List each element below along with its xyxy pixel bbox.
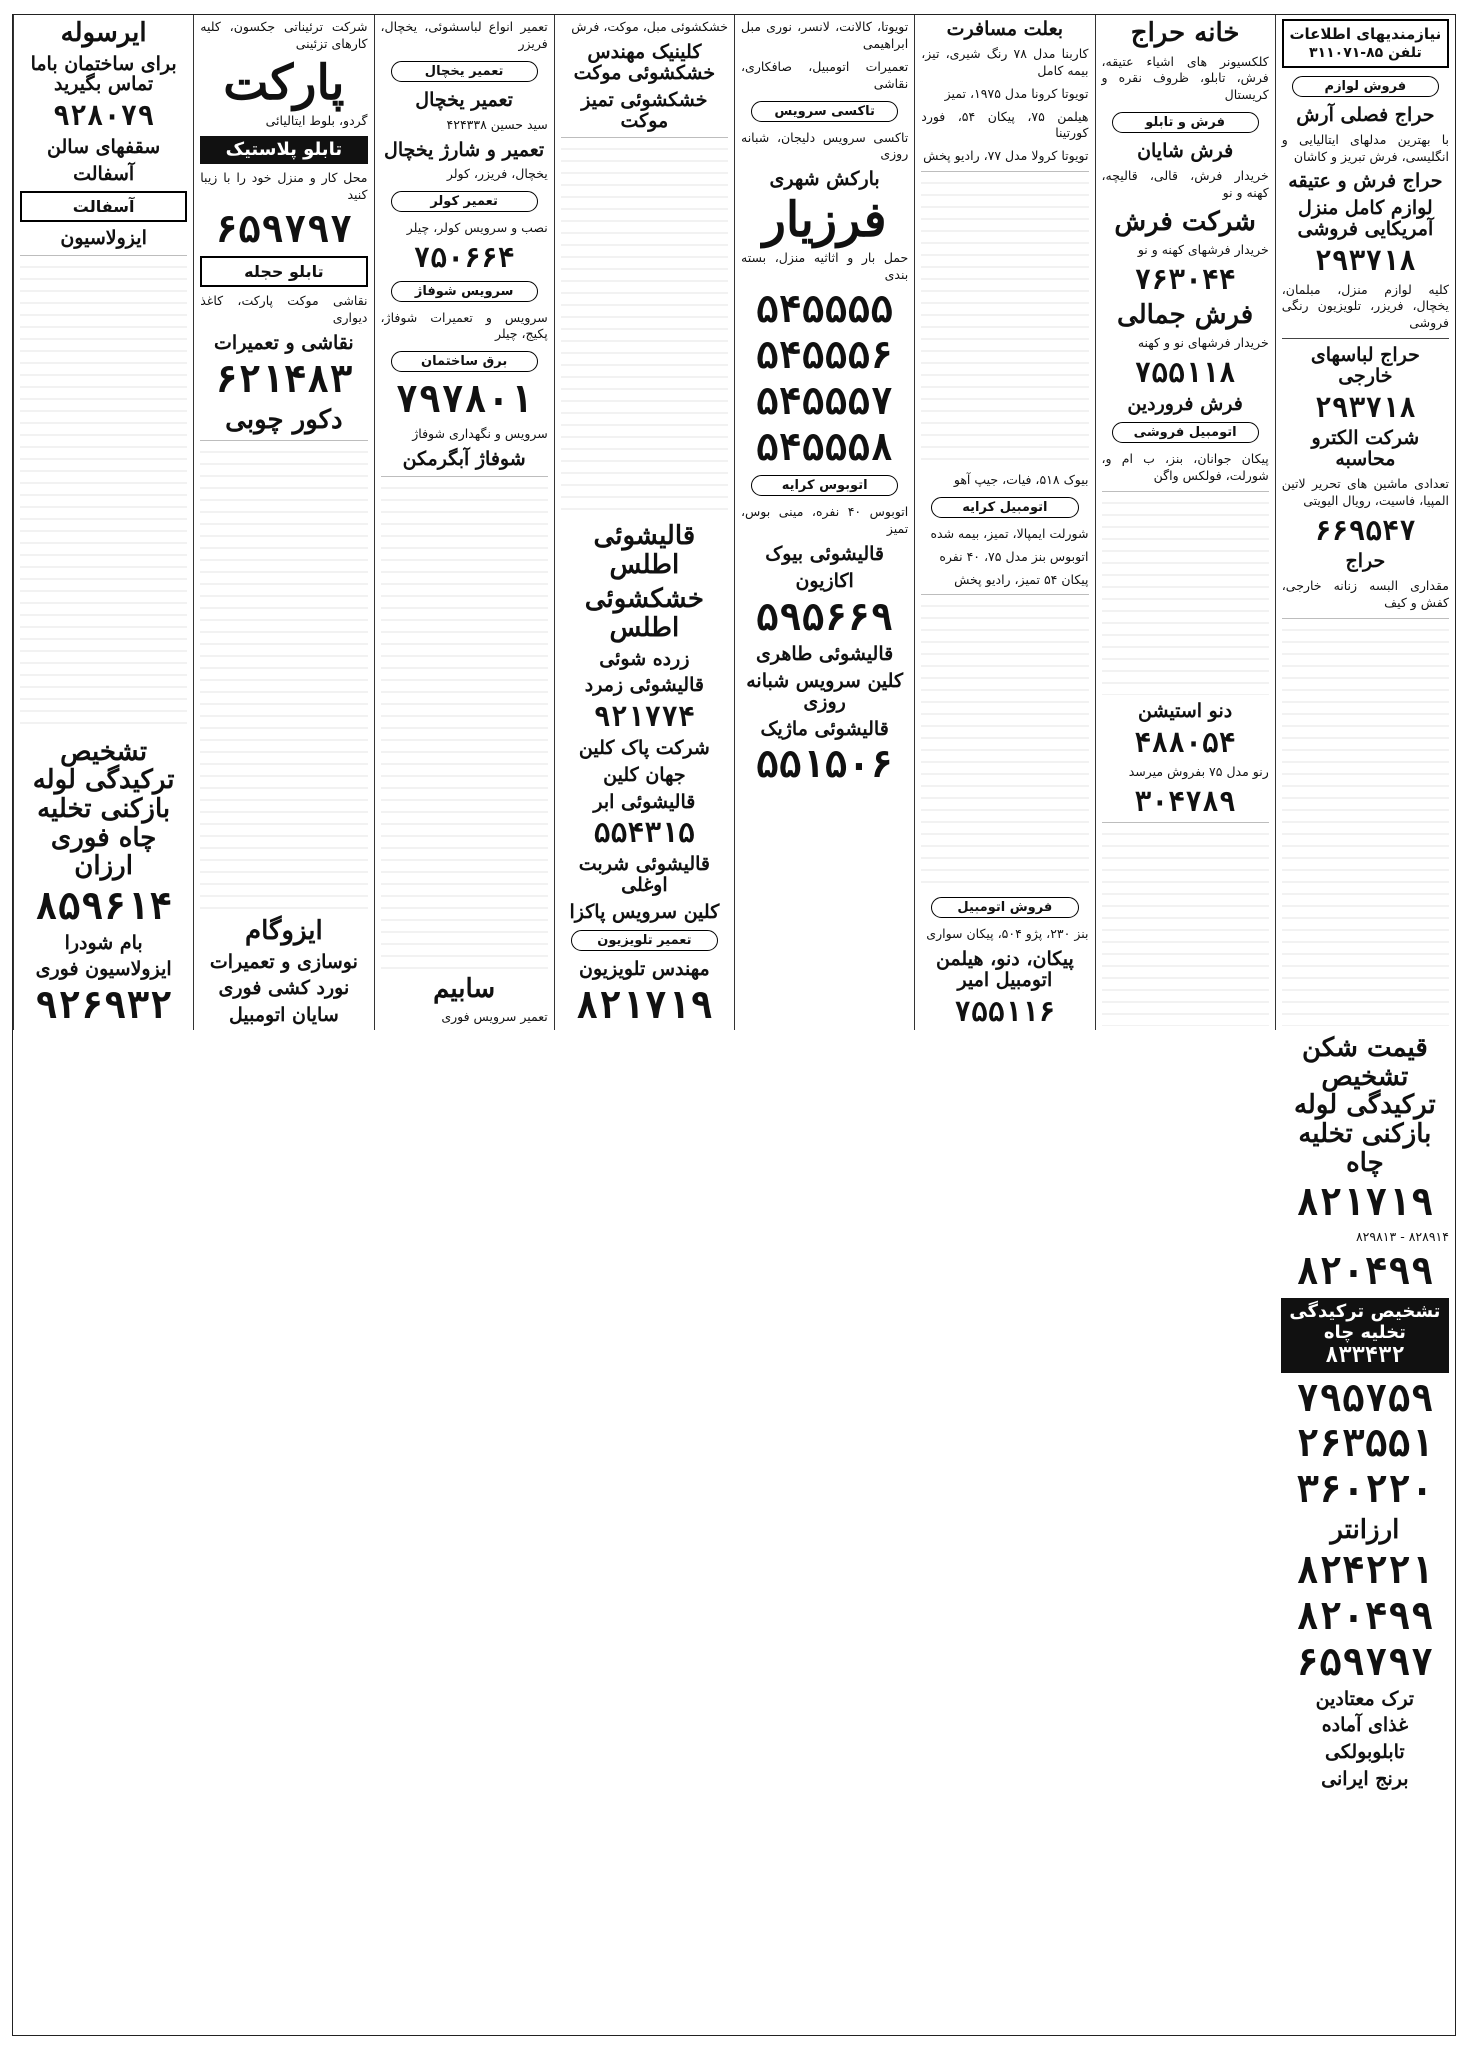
ad-title: قیمت شکن تشخیص ترکیدگی لوله بازکنی تخلیه چاه [1293, 1033, 1436, 1178]
masthead [1282, 19, 1449, 68]
small-ads-block [921, 594, 1088, 889]
ad-title: نوسازی و تعمیرات [209, 950, 358, 973]
ad-text: کاربنا مدل ۷۸ رنگ شیری، تیز، بیمه کامل [921, 45, 1089, 78]
ad-title: قالیشوئی زمرد [584, 674, 704, 697]
ad-text: با بهترین مدلهای ایتالیایی و انگلیسی، فرش تبریز و کاشان [1281, 131, 1449, 164]
ad-text: مقداری البسه زنانه خارجی، کفش و کیف [1281, 578, 1449, 610]
ad-title: حراج فرش و عتیقه [1288, 170, 1443, 193]
ad-text: محل کار و منزل خود را با زیبا کنید [200, 170, 368, 203]
ad-title: تعمیر و شارژ یخچال [384, 138, 545, 161]
ad-title: تشخیص ترکیدگی لوله بازکنی تخلیه چاه فوری ارزان [32, 736, 175, 882]
ad-text: رنو مدل ۷۵ بفروش میرسد [1128, 763, 1269, 779]
phone-number: ۳۰۴۷۸۹ [1134, 784, 1236, 818]
ad-title: تعمیر یخچال [415, 88, 513, 111]
phone-number: ۵۵۱۵۰۶ [755, 742, 894, 787]
small-ads-block [381, 476, 548, 969]
ad-text: هیلمن ۷۵، پیکان ۵۴، فورد کورتینا [921, 108, 1089, 141]
ad-title: اکازیون [795, 570, 854, 593]
category-label: فرش و تابلو [1112, 112, 1259, 133]
category-label: تعمیر تلویزیون [571, 930, 718, 951]
category-label: سرویس شوفاژ [391, 281, 538, 302]
small-ads-block [20, 255, 187, 732]
ad-text: کلیه لوازم منزل، مبلمان، یخچال، فریزر، تلویزیون رنگی فروشی [1281, 281, 1449, 331]
phone-number: ۶۵۹۷۹۷ [1296, 1639, 1434, 1684]
ad-text: شورلت ایمپالا، تمیز، بیمه شده [930, 525, 1089, 541]
ad-banner: آسفالت [20, 191, 187, 222]
ad-title: حراج فصلی آرش [1296, 103, 1435, 126]
column-3 [914, 15, 1094, 1030]
ad-title: جهان کلین [603, 763, 686, 786]
ad-text: شرکت ترئیناتی جکسون، کلیه کارهای تزئینی [200, 19, 368, 51]
ad-title: غذای آماده [1321, 1714, 1409, 1737]
phone-number: ۳۶۰۲۲۰ [1296, 1467, 1434, 1512]
phone-number: ۵۹۵۶۶۹ [755, 594, 894, 639]
ad-text: کلکسیونر های اشیاء عتیقه، فرش، تابلو، ظروف نقره و کریستال [1101, 53, 1269, 103]
phone-number: ۷۹۵۷۵۹ [1296, 1375, 1434, 1420]
phone-number: ۹۲۱۷۷۴ [593, 700, 695, 734]
ad-title: ایزولاسیون [60, 226, 147, 249]
ad-title: قالیشوئی ابر [593, 790, 696, 813]
phone-number: ۶۶۹۵۴۷ [1314, 513, 1416, 547]
phone-number: ۵۵۴۳۱۵ [593, 816, 695, 850]
phone-number: ۸۲۱۷۱۹ [575, 983, 714, 1028]
ad-text: اتوبوس ۴۰ نفره، مینی بوس، تمیز [741, 504, 909, 537]
category-label: فروش لوازم [1292, 76, 1439, 97]
ad-title: ایزولاسیون فوری [35, 958, 172, 981]
category-label: برق ساختمان [391, 351, 538, 372]
ad-title: شرکت الکترو محاسبه [1311, 427, 1420, 471]
masthead-phone: تلفن ۸۵-۳۱۱۰۷۱ [1309, 45, 1422, 61]
category-label: تعمیر کولر [391, 191, 538, 212]
small-ads-block [1282, 618, 1449, 1026]
ad-title: قالیشوئی طاهری [756, 642, 894, 665]
ad-text: تاکسی سرویس دلیجان، شبانه روزی [741, 129, 909, 162]
ad-title: فرزیار [762, 192, 887, 249]
ad-title: سایان اتومبیل [228, 1004, 339, 1027]
ad-title: پیکان، دنو، هیلمن اتومبیل امیر [935, 948, 1074, 991]
phone-number: ۷۵۰۶۶۴ [413, 241, 515, 275]
column-1 [1275, 15, 1455, 1030]
column-6 [374, 15, 554, 1030]
phone-number: ۷۵۵۱۱۶ [954, 994, 1056, 1028]
phone-number: ۵۴۵۵۵۸ [755, 424, 894, 469]
ad-banner [1281, 1298, 1449, 1373]
ad-text: تویوتا کرولا مدل ۷۷، رادیو پخش [923, 148, 1089, 164]
ad-title: شرکت فرش [1114, 206, 1256, 237]
ad-title: بام شودرا [64, 931, 143, 954]
ad-title: کلین سرویس پاکزا [569, 900, 720, 923]
ad-text: بنز ۲۳۰، پژو ۵۰۴، پیکان سواری [926, 926, 1089, 942]
ad-title: ایزوگام [244, 916, 323, 946]
phone-number: ۷۹۷۸۰۱ [395, 377, 533, 422]
ad-text: تویوتا، کالانت، لانسر، نوری مبل ابراهیمی [741, 19, 909, 51]
small-ads-block [200, 440, 367, 911]
phone-number: ۲۶۳۵۵۱ [1296, 1421, 1434, 1466]
ad-title: ترک معتادین [1315, 1687, 1415, 1710]
column-7 [193, 15, 373, 1030]
classified-ads-page [12, 14, 1456, 2036]
phone-number: ۵۴۵۵۵۷ [755, 378, 894, 423]
ad-text: تعمیر سرویس فوری [441, 1009, 548, 1025]
phone-number: ۷۵۵۱۱۸ [1134, 356, 1236, 390]
column-5 [554, 15, 734, 1030]
phone-number: ۴۸۸۰۵۴ [1134, 726, 1236, 760]
ad-title: آسفالت [73, 162, 135, 185]
ad-text: بیوک ۵۱۸، فیات، جیپ آهو [953, 471, 1089, 487]
ad-text: ۸۲۸۹۱۴ - ۸۲۹۸۱۳ [1355, 1229, 1449, 1245]
ad-text: تعمیرات اتومبیل، صافکاری، نقاشی [741, 58, 909, 91]
ad-title: مهندس تلویزیون [579, 958, 710, 981]
banner-number: ۸۳۳۴۳۲ [1325, 1343, 1405, 1369]
phone-number: ۸۲۰۴۹۹ [1296, 1593, 1434, 1638]
ad-text: خریدار فرشهای نو و کهنه [1137, 335, 1269, 351]
ad-title: قالیشوئی اطلس [593, 521, 696, 580]
ad-title: نقاشی و تعمیرات [214, 331, 354, 354]
ad-title: شرکت پاک کلین [578, 736, 710, 759]
phone-number: ۵۴۵۵۵۵ [755, 286, 894, 331]
phone-number: ۲۹۳۷۱۸ [1314, 390, 1416, 424]
column-4 [734, 15, 914, 1030]
ad-text: خریدار فرش، قالی، قالیچه، کهنه و نو [1101, 168, 1269, 200]
small-ads-block [1102, 822, 1269, 1026]
ad-title: برای ساختمان باما تماس بگیرید [30, 52, 177, 96]
ad-title: قالیشوئی ماژیک [760, 717, 889, 740]
phone-number: ۸۲۱۷۱۹ [1296, 1180, 1434, 1225]
ad-banner: تابلو پلاستیک [200, 136, 367, 165]
banner-text: تشخیص ترکیدگی تخلیه چاه [1289, 1300, 1441, 1343]
ad-title: خشکشوئی تمیز موکت [581, 88, 708, 132]
ad-title: قالیشوئی بیوک [765, 543, 884, 566]
small-ads-block [921, 171, 1088, 466]
phone-number: ۶۵۹۷۹۷ [215, 207, 353, 252]
column-2 [1095, 15, 1275, 1030]
category-label: تاکسی سرویس [751, 101, 898, 122]
ad-text: یخچال، فریزر، کولر [446, 166, 548, 182]
ad-text: سرویس و نگهداری شوفاژ [412, 426, 548, 442]
category-label: فروش اتومبیل [931, 897, 1078, 918]
ad-title: دکور چوبی [225, 404, 343, 435]
ad-title: تابلوبولکی [1325, 1741, 1405, 1764]
phone-number: ۹۲۶۹۳۲ [34, 983, 173, 1028]
phone-number: ۵۴۵۵۵۶ [755, 332, 894, 377]
ad-text: تویوتا کرونا مدل ۱۹۷۵، تمیز [944, 85, 1089, 101]
ad-title: بعلت مسافرت [946, 18, 1064, 40]
ad-title: خشکشوئی اطلس [584, 584, 704, 643]
ad-title: لوازم کامل منزل آمریکایی فروشی [1297, 197, 1434, 241]
ad-title: حراج لباسهای خارجی [1310, 344, 1420, 388]
ad-title: کلین سرویس شبانه روزی [746, 669, 904, 713]
masthead-title: نیازمندیهای اطلاعات [1289, 25, 1442, 43]
column-8 [13, 15, 193, 1030]
category-label: تعمیر یخچال [391, 61, 538, 82]
ad-title: فرش فروردین [1127, 392, 1243, 415]
ad-text: نصب و سرویس کولر، چیلر [406, 220, 548, 236]
phone-number: ۶۲۱۴۸۳ [215, 356, 353, 401]
category-label: اتومبیل فروشی [1112, 422, 1259, 443]
ad-title: دنو استیشن [1137, 700, 1233, 723]
ad-title: پارکت [223, 54, 345, 111]
ad-text: تعدادی ماشین های تحریر لاتین المپیا، فاسیت، رویال الیویتی [1281, 476, 1449, 508]
phone-number: ۸۲۴۲۲۱ [1296, 1547, 1434, 1592]
ad-text: حمل بار و اثاثیه منزل، بسته بندی [741, 250, 909, 283]
ad-title: سابیم [433, 973, 496, 1004]
ad-title: سقفهای سالن [47, 135, 161, 158]
ad-text: نقاشی موکت پارکت، کاغذ دیواری [200, 293, 368, 326]
ad-banner: تابلو حجله [200, 256, 367, 287]
ad-title: ارزانتر [1330, 1515, 1400, 1546]
ad-title: برنج ایرانی [1321, 1768, 1409, 1791]
category-label: اتوبوس کرایه [751, 475, 898, 496]
ad-title: فرش جمالی [1117, 299, 1254, 330]
phone-number: ۹۲۸۰۷۹ [53, 99, 155, 133]
ad-title: نورد کشی فوری [218, 977, 350, 1000]
ad-text: خریدار فرشهای کهنه و نو [1137, 242, 1269, 258]
ad-text: اتوبوس بنز مدل ۷۵، ۴۰ نفره [939, 548, 1089, 564]
ad-title: فرش شایان [1137, 140, 1234, 163]
ad-title: خانه حراج [1130, 18, 1240, 48]
category-label: اتومبیل کرایه [931, 497, 1078, 518]
small-ads-block [1102, 491, 1269, 695]
phone-number: ۷۶۳۰۴۴ [1134, 263, 1236, 297]
ad-title: قالیشوئی شربت اوغلی [578, 852, 710, 896]
phone-number: ۲۹۳۷۱۸ [1314, 244, 1416, 278]
ad-text: گردو، بلوط ایتالیائی [265, 112, 368, 128]
ad-text: پیکان ۵۴ تمیز، رادیو پخش [954, 571, 1089, 587]
column-9 [1275, 1030, 1455, 2035]
ad-text: پیکان جوانان، بنز، ب ام و، شورلت، فولکس واگن [1101, 451, 1269, 484]
ad-title: شوفاژ آبگرمکن [402, 448, 526, 471]
ad-title: بارکش شهری [769, 168, 880, 191]
ad-text: تعمیر انواع لباسشوئی، یخچال، فریزر [380, 19, 548, 51]
small-ads-block [561, 137, 728, 516]
ad-title: حراج [1345, 550, 1386, 573]
phone-number: ۸۵۹۶۱۴ [34, 883, 173, 928]
ad-title: ایرسوله [60, 18, 147, 48]
ad-text: سرویس و تعمیرات شوفاژ، پکیج، چیلر [380, 309, 548, 342]
ad-title: کلینیک مهندس خشکشوئی موکت [573, 40, 716, 84]
ad-text: خشکشوئی مبل، موکت، فرش [571, 19, 728, 34]
ad-text: سید حسین ۴۲۴۳۳۸ [446, 116, 548, 132]
ad-title: زرده شوئی [599, 647, 690, 670]
divider [1282, 338, 1449, 339]
phone-number: ۸۲۰۴۹۹ [1296, 1249, 1434, 1293]
